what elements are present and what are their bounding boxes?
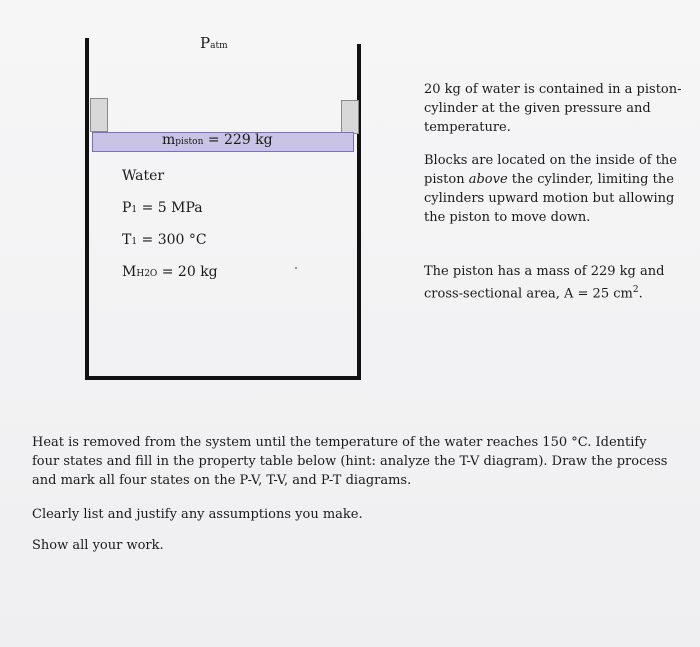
cylinder-left-wall	[85, 38, 89, 380]
task-description: Heat is removed from the system until the temperature of the water reaches 150 °C. Identify four states and fill in the property table below (hint: analyze the T-V diagram). Draw the process and mark all four states on the P-V, T-V, and P-T diagrams.	[32, 435, 668, 488]
problem-statement-3: The piston has a mass of 229 kg and cross-sectional area, A = 25 $cm^2$.	[424, 264, 665, 302]
initial-pressure: P1 = 5 MPa	[122, 200, 203, 216]
cylinder-right-wall	[357, 44, 361, 380]
left-stop-block	[90, 98, 108, 132]
cylinder-bottom	[85, 376, 361, 380]
right-stop-block	[341, 100, 359, 134]
show-work-instruction: Show all your work.	[32, 538, 164, 553]
fluid-label: Water	[122, 168, 165, 184]
atmospheric-pressure-label: Patm	[200, 34, 228, 52]
initial-temperature: T1 = 300 °C	[122, 232, 207, 248]
problem-statement-1: 20 kg of water is contained in a piston-cylinder at the given pressure and temperature.	[424, 82, 682, 135]
water-mass: MH2O = 20 kg	[122, 264, 218, 280]
piston-mass-label: mpiston = 229 kg	[162, 132, 273, 148]
speck	[295, 267, 297, 269]
problem-statement-2: Blocks are located on the inside of the piston above the cylinder, limiting the cylinders upward motion but allowing the piston to move down.	[424, 153, 677, 225]
assumptions-instruction: Clearly list and justify any assumptions you make.	[32, 507, 363, 522]
